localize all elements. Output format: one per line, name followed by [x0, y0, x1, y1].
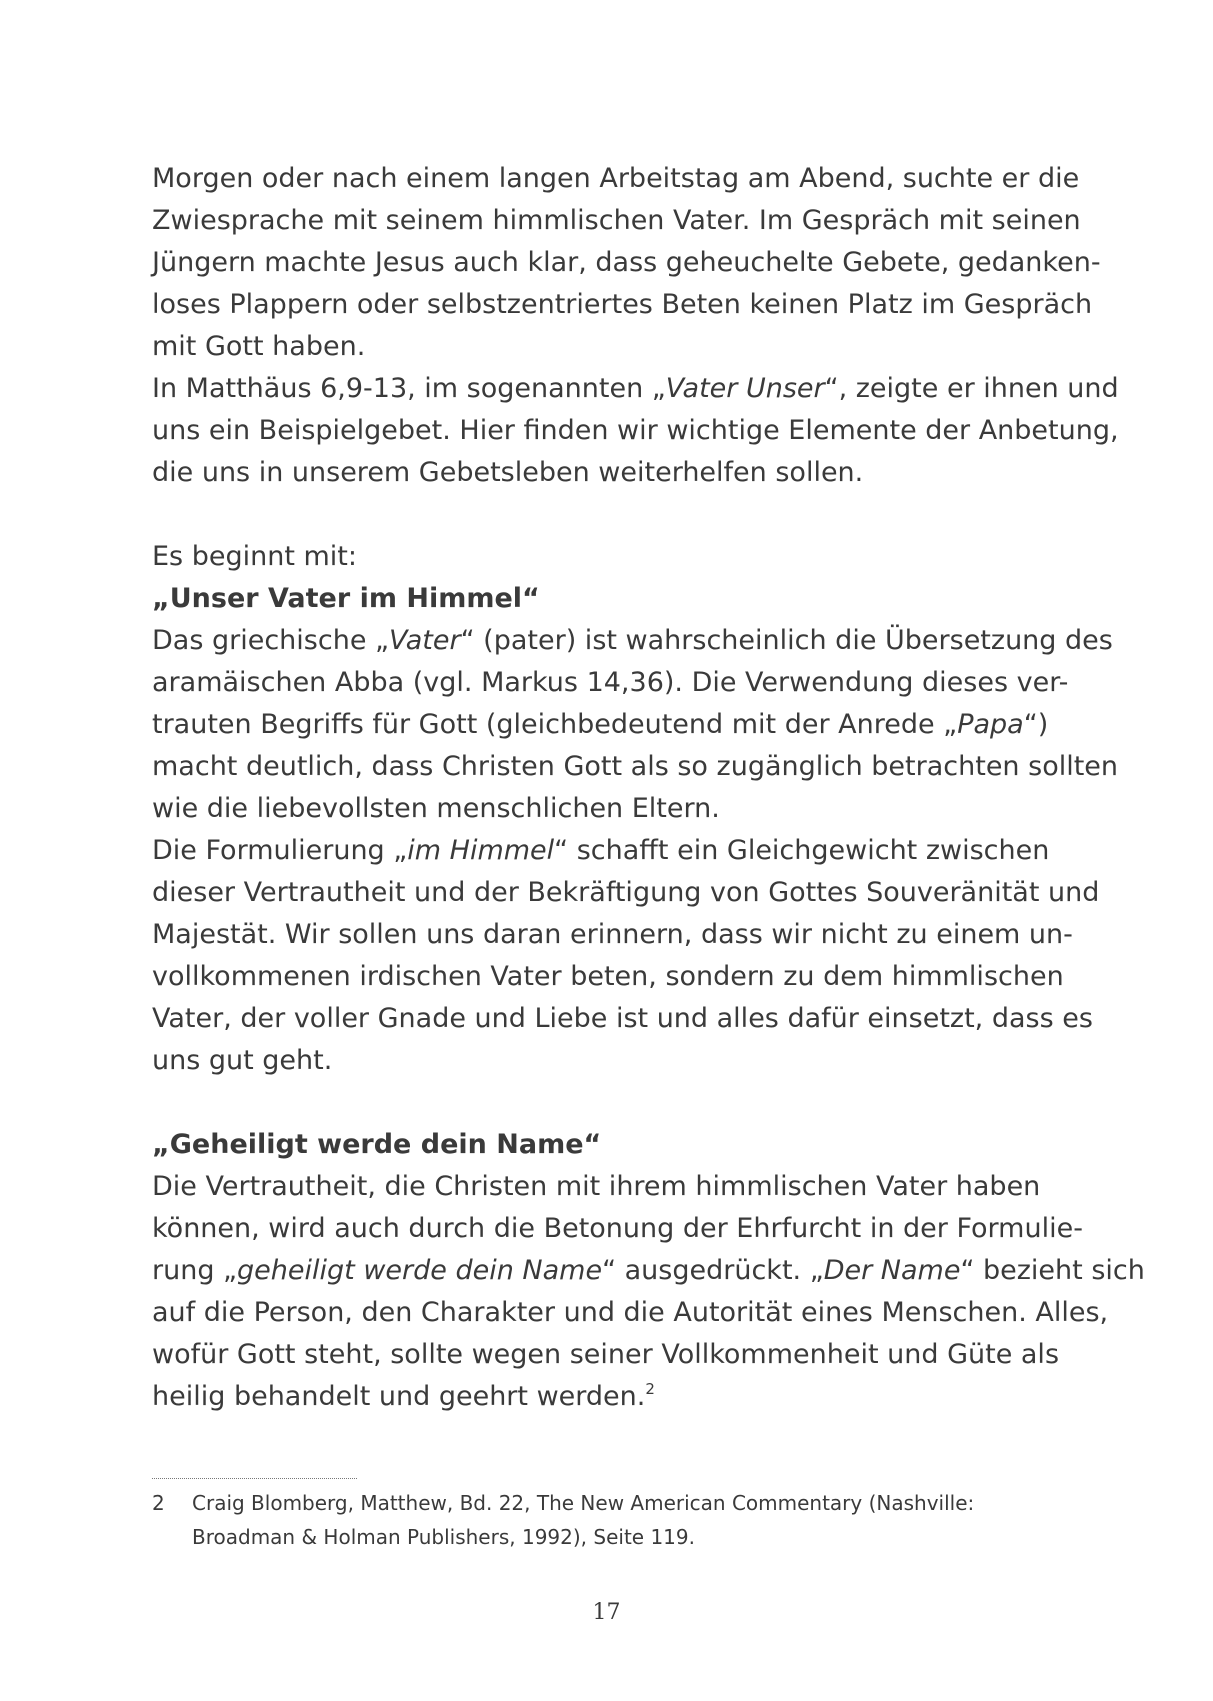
- text-segment: “ schafft ein Gleichgewicht zwischen: [554, 835, 1050, 866]
- text-line: aramäischen Abba (vgl. Markus 14,36). Die Verwendung dieses ver-: [152, 667, 1069, 698]
- text-segment: heilig behandelt und geehrt werden.: [152, 1381, 646, 1412]
- text-segment: “): [1023, 709, 1049, 740]
- footnote-reference: 2: [645, 1380, 655, 1398]
- text-line: wofür Gott steht, sollte wegen seiner Vollkommenheit und Güte als: [152, 1339, 1060, 1370]
- italic-term: geheiligt werde dein Name: [237, 1255, 603, 1286]
- text-line: Vater, der voller Gnade und Liebe ist und alles dafür einsetzt, dass es: [152, 1003, 1093, 1034]
- text-line: Zwiesprache mit seinem himmlischen Vater. Im Gespräch mit seinen: [152, 205, 1081, 236]
- text-line: macht deutlich, dass Christen Gott als so zugänglich betrachten sollten: [152, 751, 1119, 782]
- paragraph-gap: [152, 494, 1092, 536]
- footnote: [152, 1486, 1092, 1554]
- text-segment: “ ausgedrückt. „: [602, 1255, 824, 1286]
- text-segment: Die Formulierung „: [152, 835, 408, 866]
- paragraph-1: [152, 158, 1101, 368]
- text-line: uns ein Beispielgebet. Hier finden wir wichtige Elemente der Anbetung,: [152, 415, 1119, 446]
- section-geheiligt: [152, 1124, 1145, 1418]
- text-line: [152, 1250, 1145, 1292]
- text-line: Majestät. Wir sollen uns daran erinnern, dass wir nicht zu einem un-: [152, 919, 1073, 950]
- text-line: [152, 620, 1113, 662]
- text-line: uns gut geht.: [152, 1045, 333, 1076]
- text-line: die uns in unserem Gebetsleben weiterhelfen sollen.: [152, 457, 864, 488]
- text-line: [152, 368, 1119, 410]
- footnote-text: [192, 1486, 1092, 1554]
- page-number: 17: [592, 1600, 621, 1625]
- footnote-line: Broadman & Holman Publishers, 1992), Seite 119.: [192, 1525, 695, 1549]
- text-line: Die Vertrautheit, die Christen mit ihrem himmlischen Vater haben: [152, 1171, 1041, 1202]
- text-line: [152, 704, 1092, 746]
- section-unser-vater: [152, 536, 1119, 1082]
- paragraph-gap: [152, 1082, 1092, 1124]
- footnote-separator: [152, 1478, 357, 1479]
- footnote-line: Craig Blomberg, Matthew, Bd. 22, The New American Commentary (Nashville:: [192, 1491, 975, 1515]
- text-segment: “, zeigte er ihnen und: [824, 373, 1119, 404]
- page-body: [152, 158, 1145, 1418]
- text-line: auf die Person, den Charakter und die Autorität eines Menschen. Alles,: [152, 1297, 1109, 1328]
- text-segment: Das griechische „: [152, 625, 390, 656]
- text-segment: “ (pater) ist wahrscheinlich die Übersetzung des: [460, 625, 1113, 656]
- italic-term: Vater: [389, 625, 461, 656]
- section-heading: „Geheiligt werde dein Name“: [152, 1129, 602, 1160]
- section-heading: „Unser Vater im Himmel“: [152, 583, 540, 614]
- italic-term: Der Name: [823, 1255, 961, 1286]
- text-line: dieser Vertrautheit und der Bekräftigung von Gottes Souveränität und: [152, 877, 1100, 908]
- section-intro: Es beginnt mit:: [152, 541, 357, 572]
- text-segment: trauten Begriffs für Gott (gleichbedeutend mit der Anrede „: [152, 709, 958, 740]
- text-line: Jüngern machte Jesus auch klar, dass geheuchelte Gebete, gedanken-: [152, 247, 1101, 278]
- footnote-number: 2: [152, 1491, 165, 1515]
- text-line: [152, 1376, 1092, 1418]
- text-segment: rung „: [152, 1255, 238, 1286]
- text-line: wie die liebevollsten menschlichen Eltern.: [152, 793, 720, 824]
- paragraph-2: [152, 368, 1119, 494]
- italic-term: Vater Unser: [665, 373, 825, 404]
- text-segment: In Matthäus 6,9-13, im sogenannten „: [152, 373, 666, 404]
- text-line: loses Plappern oder selbstzentriertes Beten keinen Platz im Gespräch: [152, 289, 1093, 320]
- italic-term: im Himmel: [407, 835, 555, 866]
- text-segment: “ bezieht sich: [960, 1255, 1145, 1286]
- text-line: Morgen oder nach einem langen Arbeitstag am Abend, suchte er die: [152, 163, 1080, 194]
- text-line: vollkommenen irdischen Vater beten, sondern zu dem himmlischen: [152, 961, 1064, 992]
- italic-term: Papa: [957, 709, 1024, 740]
- text-line: mit Gott haben.: [152, 331, 366, 362]
- text-line: können, wird auch durch die Betonung der Ehrfurcht in der Formulie-: [152, 1213, 1083, 1244]
- text-line: [152, 830, 1092, 872]
